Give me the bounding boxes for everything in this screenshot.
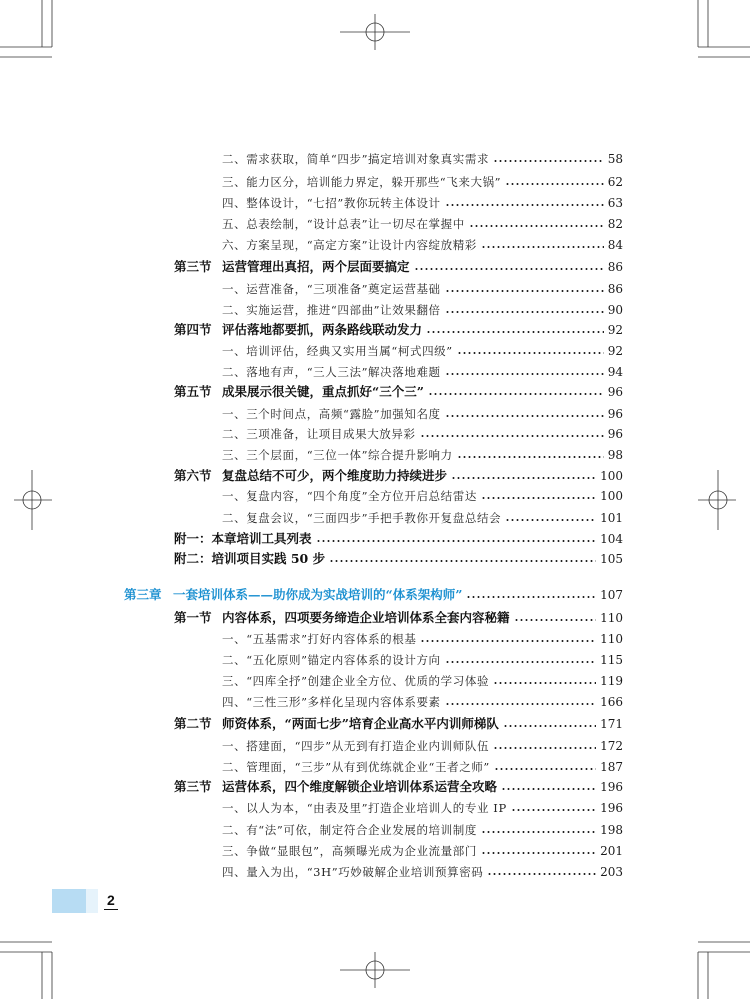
toc-page-number: 196	[600, 780, 623, 794]
toc-entry-title: 一、运营准备，“三项准备”奠定运营基础	[222, 282, 441, 296]
toc-entry-title: 一、培训评估，经典又实用当属“柯式四级”	[222, 344, 453, 358]
toc-entry-title: 运营管理出真招，两个层面要搞定	[222, 259, 410, 274]
toc-page-number: 100	[600, 489, 623, 503]
toc-page-number: 107	[600, 588, 623, 602]
toc-subsection-entry[interactable]	[0, 736, 750, 756]
toc-subsection-entry[interactable]	[0, 508, 750, 528]
toc-page-number: 172	[600, 739, 623, 753]
toc-page-number: 203	[600, 865, 623, 879]
toc-page-number: 82	[607, 217, 623, 231]
toc-entry-title: 五、总表绘制，“设计总表”让一切尽在掌握中	[222, 217, 465, 231]
dot-leader	[445, 703, 596, 705]
toc-page-number: 110	[600, 611, 623, 625]
toc-page-number: 58	[607, 152, 623, 166]
toc-entry-title: 内容体系，四项要务缔造企业培训体系全套内容秘籍	[222, 610, 510, 625]
toc-subsection-entry[interactable]	[0, 671, 750, 691]
chapter-number: 第三章	[124, 587, 162, 602]
toc-subsection-entry[interactable]	[0, 341, 750, 361]
toc-subsection-entry[interactable]	[0, 486, 750, 506]
toc-page-number: 96	[607, 407, 623, 421]
toc-section-entry[interactable]	[0, 466, 750, 486]
toc-entry-title: 六、方案呈现，“高定方案”让设计内容绽放精彩	[222, 238, 477, 252]
dot-leader	[481, 497, 596, 499]
toc-entry-title: 二、管理面，“三步”从有到优练就企业“王者之师”	[222, 760, 490, 774]
toc-subsection-entry[interactable]	[0, 650, 750, 670]
toc-entry-title: 三、能力区分，培训能力界定，躲开那些“飞来大锅”	[222, 175, 502, 189]
toc-entry-title: 附二：培训项目实践 50 步	[174, 551, 326, 566]
dot-leader	[420, 435, 604, 437]
toc-entry-title: 一、复盘内容，“四个角度”全方位开启总结雷达	[222, 489, 477, 503]
toc-subsection-entry[interactable]	[0, 798, 750, 818]
section-number: 第二节	[174, 716, 212, 731]
toc-page-number: 104	[600, 532, 623, 546]
toc-entry-title: 二、复盘会议，“三面四步”手把手教你开复盘总结会	[222, 511, 502, 525]
dot-leader	[493, 747, 596, 749]
toc-section-entry[interactable]	[0, 714, 750, 734]
toc-page-number: 119	[600, 674, 623, 688]
toc-page-number: 86	[607, 260, 623, 274]
dot-leader	[445, 661, 596, 663]
dot-leader	[501, 788, 596, 790]
toc-entry-title: 二、实施运营，推进“四部曲”让效果翻倍	[222, 303, 441, 317]
page-number: 2	[104, 892, 118, 910]
toc-entry-title: 二、“五化原则”锚定内容体系的设计方向	[222, 653, 441, 667]
toc-entry-title: 四、整体设计，“七招”教你玩转主体设计	[222, 196, 441, 210]
toc-page-number: 171	[600, 717, 623, 731]
toc-page-number: 198	[600, 823, 623, 837]
toc-page-number: 115	[600, 653, 623, 667]
dot-leader	[481, 831, 596, 833]
toc-page-number: 110	[600, 632, 623, 646]
toc-entry-title: 一、搭建面，“四步”从无到有打造企业内训师队伍	[222, 739, 490, 753]
toc-entry-title: 师资体系，“两面七步”培育企业高水平内训师梯队	[222, 716, 499, 731]
toc-page-number: 196	[600, 801, 623, 815]
toc-entry-title: 一套培训体系——助你成为实战培训的“体系架构师”	[173, 587, 463, 602]
toc-subsection-entry[interactable]	[0, 757, 750, 777]
toc-subsection-entry[interactable]	[0, 692, 750, 712]
dot-leader	[466, 596, 596, 598]
toc-page-number: 86	[607, 282, 623, 296]
toc-subsection-entry[interactable]	[0, 214, 750, 234]
dot-leader	[487, 873, 596, 875]
toc-entry-title: 二、需求获取，简单“四步”搞定培训对象真实需求	[222, 152, 490, 166]
dot-leader	[445, 311, 604, 313]
toc-page-number: 94	[607, 365, 623, 379]
dot-leader	[493, 682, 596, 684]
section-number: 第五节	[174, 384, 212, 399]
dot-leader	[426, 331, 604, 333]
toc-page-number: 100	[600, 469, 623, 483]
dot-leader	[445, 204, 604, 206]
toc-page-number: 92	[607, 344, 623, 358]
toc-subsection-entry[interactable]	[0, 279, 750, 299]
dot-leader	[445, 373, 604, 375]
toc-section-entry[interactable]	[0, 608, 750, 628]
toc-subsection-entry[interactable]	[0, 841, 750, 861]
toc-subsection-entry[interactable]	[0, 362, 750, 382]
dot-leader	[481, 852, 596, 854]
dot-leader	[329, 560, 596, 562]
toc-entry-title: 三、“四库全抒”创建企业全方位、优质的学习体验	[222, 674, 490, 688]
dot-leader	[316, 540, 596, 542]
toc-entry-title: 四、量入为出，“3H”巧妙破解企业培训预算密码	[222, 865, 484, 879]
section-number: 第三节	[174, 259, 212, 274]
toc-page-number: 96	[607, 385, 623, 399]
dot-leader	[494, 768, 596, 770]
section-number: 第六节	[174, 468, 212, 483]
toc-page-number: 166	[600, 695, 623, 709]
dot-leader	[414, 268, 604, 270]
toc-appendix-entry[interactable]	[0, 529, 750, 549]
toc-entry-title: 三、三个层面，“三位一体”综合提升影响力	[222, 448, 453, 462]
toc-entry-title: 三、争做“显眼包”，高频曝光成为企业流量部门	[222, 844, 477, 858]
toc-page-number: 92	[607, 323, 623, 337]
toc-subsection-entry[interactable]	[0, 172, 750, 192]
toc-section-entry[interactable]	[0, 257, 750, 277]
toc-page-number: 62	[607, 175, 623, 189]
toc-page-number: 105	[600, 552, 623, 566]
dot-leader	[428, 393, 604, 395]
dot-leader	[445, 415, 604, 417]
toc-page-number: 63	[607, 196, 623, 210]
toc-page-number: 84	[607, 238, 623, 252]
toc-page-number: 101	[600, 511, 623, 525]
toc-entry-title: 二、有“法”可依，制定符合企业发展的培训制度	[222, 823, 477, 837]
toc-subsection-entry[interactable]	[0, 404, 750, 424]
toc-entry-title: 二、三项准备，让项目成果大放异彩	[222, 427, 416, 441]
toc-entry-title: 运营体系，四个维度解锁企业培训体系运营全攻略	[222, 779, 498, 794]
section-number: 第四节	[174, 322, 212, 337]
toc-subsection-entry[interactable]	[0, 300, 750, 320]
toc-appendix-entry[interactable]	[0, 549, 750, 569]
toc-entry-title: 复盘总结不可少，两个维度助力持续进步	[222, 468, 448, 483]
toc-page-number: 98	[607, 448, 623, 462]
toc-subsection-entry[interactable]	[0, 193, 750, 213]
toc-entry-title: 评估落地都要抓，两条路线联动发力	[222, 322, 423, 337]
toc-entry-title: 成果展示很关键，重点抓好“三个三”	[222, 384, 424, 399]
toc-page-number: 187	[600, 760, 623, 774]
section-number: 第一节	[174, 610, 212, 625]
toc-entry-title: 一、“五基需求”打好内容体系的根基	[222, 632, 417, 646]
toc-chapter-entry[interactable]	[0, 585, 750, 605]
toc-subsection-entry[interactable]	[0, 629, 750, 649]
dot-leader	[445, 290, 604, 292]
toc-subsection-entry[interactable]	[0, 424, 750, 444]
toc-section-entry[interactable]	[0, 320, 750, 340]
toc-entry-title: 二、落地有声，“三人三法”解决落地难题	[222, 365, 441, 379]
toc-entry-title: 一、三个时间点，高频“露脸”加强知名度	[222, 407, 441, 421]
dot-leader	[457, 456, 604, 458]
dot-leader	[457, 352, 604, 354]
toc-subsection-entry[interactable]	[0, 235, 750, 255]
toc-entry-title: 四、“三性三形”多样化呈现内容体系要素	[222, 695, 441, 709]
toc-entry-title: 附一：本章培训工具列表	[174, 531, 312, 546]
toc-page-number: 201	[600, 844, 623, 858]
toc-subsection-entry[interactable]	[0, 862, 750, 882]
toc-section-entry[interactable]	[0, 777, 750, 797]
toc-entry-title: 一、以人为本，“由表及里”打造企业培训人的专业 IP	[222, 801, 507, 815]
page-number-tab-accent	[86, 889, 98, 913]
toc-page-number: 90	[607, 303, 623, 317]
dot-leader	[451, 477, 596, 479]
section-number: 第三节	[174, 779, 212, 794]
toc-subsection-entry[interactable]	[0, 149, 750, 169]
toc-page-number: 96	[607, 427, 623, 441]
toc-subsection-entry[interactable]	[0, 820, 750, 840]
toc-section-entry[interactable]	[0, 382, 750, 402]
dot-leader	[420, 640, 596, 642]
toc-subsection-entry[interactable]	[0, 445, 750, 465]
